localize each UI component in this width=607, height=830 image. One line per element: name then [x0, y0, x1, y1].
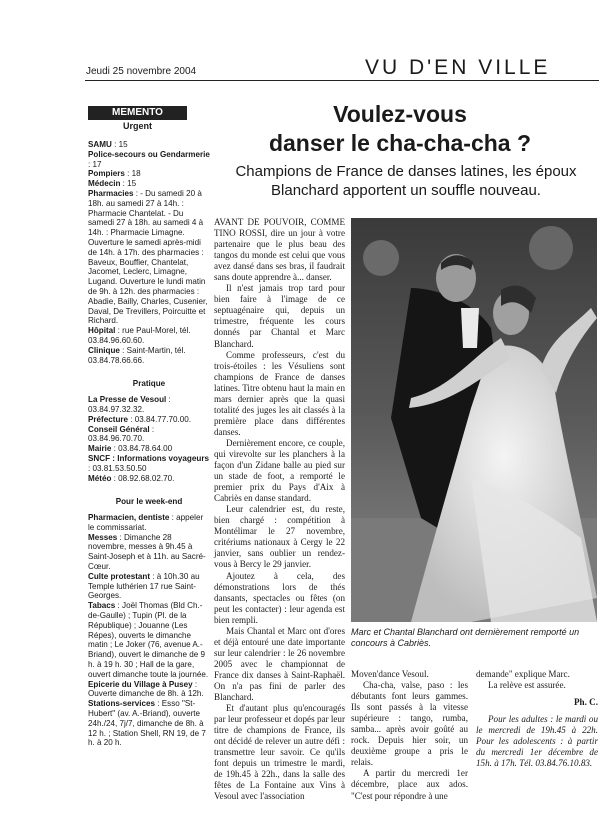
list-item: Culte protestant : à 10h.30 au Temple luthérien 17 rue Saint-Georges.: [88, 571, 200, 601]
list-item: Pharmacies : - Du samedi 20 à 18h. au samedi 27 à 14h. : Pharmacie Chantelat. - Du samedi 27 à 18h. au samedi 4 à 14h. : Pharmacie Limagne. Ouverture le samedi après-midi de 14h. à 17h. des pharmacies : Baveux, Bouffier, Chantelat, Jacomet, Leclerc, Limagne, Lugand. Ouverture le lundi matin de 9h. à 12h. des pharmacies : Abadie, Bailly, Charles, Cusenier, Daval, De Trevillers, Poircuitte et Richard.: [88, 188, 208, 326]
memento-subtitle: Urgent: [123, 121, 152, 131]
section-title: VU D'EN VILLE: [365, 56, 551, 79]
article-column-1: [214, 217, 345, 802]
paragraph: Ajoutez à cela, des démonstrations lors de thés dansants, spectacles ou fêtes (on peut les contacter) : leur agenda est bien rempli.: [214, 570, 345, 625]
weekend-heading: Pour le week-end: [115, 497, 183, 507]
memento-title: MEMENTO: [88, 106, 187, 120]
article-standfirst: Champions de France de danses latines, les époux Blanchard apportent un souffle nouveau.: [235, 163, 577, 199]
info-box: Pour les adultes : le mardi ou le mercredi de 19h.45 à 22h. Pour les adolescents : à partir du mercredi 1er décembre de 15h. à 17h. Tél. 03.84.76.10.83.: [476, 714, 598, 769]
memento-column: [88, 140, 210, 748]
paragraph: A partir du mercredi 1er décembre, place aux ados. "C'est pour répondre à une: [351, 768, 468, 801]
issue-date: Jeudi 25 novembre 2004: [86, 66, 197, 77]
paragraph: Mais Chantal et Marc ont d'ores et déjà entouré une date importante sur leur calendrier : le 26 novembre 2005 avec le championnat de France dix danses à Saint-Raphaël. On n'a pas fini de parler des Blanchard.: [214, 625, 345, 703]
list-item: Messes : Dimanche 28 novembre, messes à 9h.45 à Saint-Joseph et à 11h. au Sacré-Cœur.: [88, 532, 206, 572]
paragraph: Comme professeurs, c'est du trois-étoiles : les Vésuliens sont champions de France de danses latines. Titre obtenu haut la main en mars dernier après que la quasi totalité des juges les ait classés à la première place dans différentes danses.: [214, 349, 345, 437]
paragraph: Cha-cha, valse, paso : les débutants font leurs gammes. Ils sont passés à la vitesse supérieure : tango, rumba, samba... après avoir goûté au rock. Depuis hier soir, un deuxième groupe a pris le relais.: [351, 680, 468, 768]
paragraph: Dernièrement encore, ce couple, qui virevolte sur les planchers à la façon d'un Zidane balle au pied sur un stade de foot, a remporté le premier prix du Pays d'Aix à Cabriès en danse standard.: [214, 437, 345, 504]
list-item: Mairie : 03.84.78.64.00: [88, 444, 173, 454]
list-item: Hôpital : rue Paul-Morel, tél. 03.84.96.60.60.: [88, 326, 191, 345]
list-item: Stations-services : Esso "St-Hubert" (av. A.-Briand), ouverte 24h./24, 7j/7, dimanche de 8h. à 12 h. ; Station Shell, RN 19, de 7 h. à 20 h.: [88, 699, 206, 748]
list-item: SNCF : Informations voyageurs : 03.81.53.50.50: [88, 453, 209, 473]
paragraph: Leur calendrier est, du reste, bien chargé : compétition à Montélimar le 27 novembre, critériums nationaux à Cergy le 22 janvier, sans oublier un rendez-vous à Bercy le 29 janvier.: [214, 504, 345, 570]
weekend-list: [88, 513, 210, 748]
pratique-heading: Pratique: [132, 379, 166, 389]
list-item: Clinique : Saint-Martin, tél. 03.84.78.66.66.: [88, 345, 186, 365]
urgent-list: [88, 140, 210, 365]
paragraph: Il n'est jamais trop tard pour bien faire à l'image de ce septuagénaire qui, depuis un trimestre, fréquente les cours donnés par Chantal et Marc Blanchard.: [214, 283, 345, 349]
paragraph: Et d'autant plus qu'encouragés par leur professeur et dopés par leur titre de champions de France, ils ont décidé de relever un autre défi : transmettre leur savoir. Ce qu'ils font depuis un trimestre le mardi, de 19h.45 à 22h., dans la salle des fêtes de La Fontaine aux Vins à Vesoul avec l'association: [214, 703, 345, 802]
list-item: Pharmacien, dentiste : appeler le commissariat.: [88, 513, 204, 532]
list-item: Pompiers : 18: [88, 169, 141, 179]
paragraph: AVANT DE POUVOIR, COMME TINO ROSSI, dire un jour à votre partenaire que le plus beau des tangos du monde est celui que vous avez dansé dans ses bras, il faudrait sans doute apprendre à... danser.: [214, 217, 345, 283]
list-item: Météo : 08.92.68.02.70.: [88, 473, 175, 483]
article-headline: [210, 100, 590, 158]
article-column-2: [351, 669, 468, 802]
list-item: SAMU : 15: [88, 140, 128, 149]
paragraph: La relève est assurée.: [488, 680, 566, 691]
list-item: La Presse de Vesoul : 03.84.97.32.32.: [88, 395, 171, 414]
list-item: Tabacs : Joël Thomas (Bld Ch.-de-Gaulle) ; Tupin (Pl. de la République) ; Jouanne (Les Répes), ouverts le dimanche matin ; Le Joker (76, avenue A.-Briand), ouvert le dimanche de 9 h. à 19 h. 30 ; Hall de la gare, ouvert dimanche toute la journée.: [88, 601, 209, 679]
author-signature: Ph. C.: [574, 697, 598, 708]
paragraph: Moven'dance Vesoul.: [351, 669, 429, 679]
paragraph: demande" explique Marc.: [476, 669, 570, 679]
list-item: Médecin : 15: [88, 179, 137, 189]
dancers-photo: [351, 218, 597, 622]
list-item: Conseil Général : 03.84.96.70.70.: [88, 424, 155, 444]
list-item: Epicerie du Village à Pusey : Ouverte dimanche de 8h. à 12h.: [88, 679, 204, 699]
photo-caption: Marc et Chantal Blanchard ont dernièrement remporté un concours à Cabriès.: [351, 627, 580, 648]
headline-line-2: danser le cha-cha-cha ?: [268, 130, 532, 156]
article-column-3: [476, 669, 598, 769]
list-item: Préfecture : 03.84.77.70.00.: [88, 414, 192, 424]
headline-line-1: Voulez-vous: [333, 101, 467, 127]
pratique-list: [88, 395, 210, 483]
list-item: Police-secours ou Gendarmerie : 17: [88, 149, 210, 169]
header-rule: [85, 80, 599, 81]
